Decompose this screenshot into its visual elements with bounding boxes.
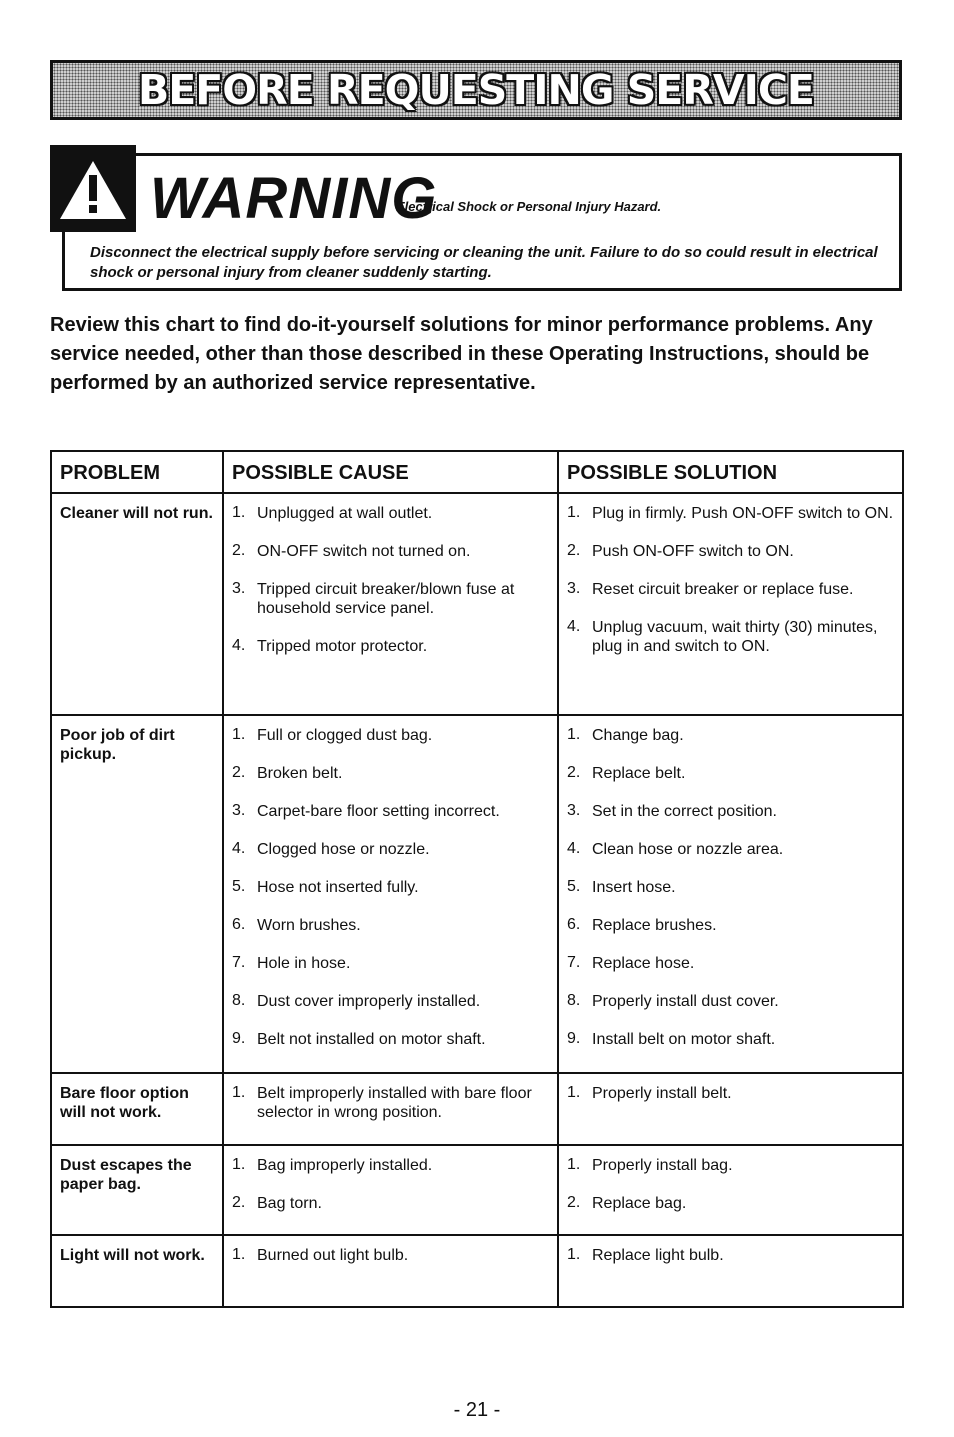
item-number: 1.	[232, 504, 246, 521]
cause-cell	[223, 1235, 558, 1307]
item-text: Bag torn.	[257, 1195, 322, 1212]
solution-item	[567, 840, 894, 859]
solution-item	[567, 1156, 894, 1175]
item-number: 1.	[567, 1246, 581, 1263]
solution-item	[567, 916, 894, 935]
item-text: Worn brushes.	[257, 917, 361, 934]
cause-item	[232, 1084, 549, 1122]
item-number: 9.	[567, 1030, 581, 1047]
cause-cell	[223, 493, 558, 715]
item-number: 7.	[567, 954, 581, 971]
item-text: Properly install dust cover.	[592, 993, 779, 1010]
item-number: 3.	[567, 802, 581, 819]
solution-item	[567, 542, 894, 561]
solution-cell	[558, 493, 903, 715]
item-text: Tripped motor protector.	[257, 638, 428, 655]
item-number: 1.	[232, 1084, 246, 1101]
item-text: Properly install belt.	[592, 1085, 732, 1102]
section-banner	[50, 60, 902, 120]
item-number: 3.	[232, 580, 246, 597]
item-text: Push ON-OFF switch to ON.	[592, 543, 794, 560]
item-text: Hole in hose.	[257, 955, 351, 972]
cause-item	[232, 1194, 549, 1213]
solution-item	[567, 764, 894, 783]
cause-item	[232, 726, 549, 745]
item-number: 7.	[232, 954, 246, 971]
problem-text: Bare floor option will not work.	[60, 1085, 189, 1121]
item-text: Full or clogged dust bag.	[257, 727, 433, 744]
cause-cell	[223, 1145, 558, 1235]
solution-item	[567, 1246, 894, 1265]
cause-item	[232, 542, 549, 561]
solution-item	[567, 878, 894, 897]
item-number: 6.	[232, 916, 246, 933]
solution-item	[567, 504, 894, 523]
cause-item	[232, 1246, 549, 1265]
banner-title: BEFORE REQUESTING SERVICE	[138, 66, 814, 114]
item-text: Hose not inserted fully.	[257, 879, 419, 896]
table-row	[51, 1235, 903, 1307]
item-number: 1.	[567, 504, 581, 521]
problem-cell	[51, 1073, 223, 1145]
table-row	[51, 1073, 903, 1145]
solution-cell	[558, 1145, 903, 1235]
item-number: 2.	[567, 1194, 581, 1211]
header-possible-solution: POSSIBLE SOLUTION	[558, 451, 903, 493]
item-text: Carpet-bare floor setting incorrect.	[257, 803, 500, 820]
problem-text: Cleaner will not run.	[60, 505, 213, 522]
warning-heading: WARNING	[150, 166, 438, 231]
item-text: Replace hose.	[592, 955, 695, 972]
problem-text: Dust escapes the paper bag.	[60, 1157, 192, 1193]
table-header-row	[51, 451, 903, 493]
solution-item	[567, 954, 894, 973]
intro-paragraph: Review this chart to find do-it-yourself solutions for minor performance problems. Any service needed, other than those described in these Operating Instructions, should be performed by an authorized service representative.	[50, 314, 873, 394]
item-number: 5.	[232, 878, 246, 895]
cause-item	[232, 802, 549, 821]
item-text: Set in the correct position.	[592, 803, 777, 820]
item-number: 3.	[567, 580, 581, 597]
warning-text: Disconnect the electrical supply before servicing or cleaning the unit. Failure to do so could result in electrical shock or personal injury from cleaner suddenly starting.	[90, 244, 878, 281]
item-text: Bag improperly installed.	[257, 1157, 433, 1174]
item-number: 2.	[232, 764, 246, 781]
item-number: 4.	[232, 637, 246, 654]
solution-item	[567, 1030, 894, 1049]
cause-item	[232, 764, 549, 783]
item-text: Broken belt.	[257, 765, 343, 782]
problem-cell	[51, 493, 223, 715]
solution-item	[567, 992, 894, 1011]
problem-cell	[51, 1235, 223, 1307]
cause-item	[232, 992, 549, 1011]
header-possible-cause: POSSIBLE CAUSE	[223, 451, 558, 493]
item-text: Tripped circuit breaker/blown fuse at household service panel.	[257, 581, 515, 617]
item-number: 2.	[232, 1194, 246, 1211]
item-text: Dust cover improperly installed.	[257, 993, 481, 1010]
problem-text: Light will not work.	[60, 1247, 205, 1264]
item-text: Belt not installed on motor shaft.	[257, 1031, 486, 1048]
item-text: Plug in firmly. Push ON-OFF switch to ON.	[592, 505, 894, 522]
page-number: - 21 -	[453, 1399, 501, 1421]
item-text: Replace light bulb.	[592, 1247, 724, 1264]
item-text: Replace brushes.	[592, 917, 717, 934]
solution-cell	[558, 715, 903, 1073]
item-number: 9.	[232, 1030, 246, 1047]
cause-item	[232, 580, 549, 618]
item-text: Replace bag.	[592, 1195, 687, 1212]
item-number: 1.	[232, 1156, 246, 1173]
warning-subtitle: Electrical Shock or Personal Injury Hazard.	[396, 199, 662, 214]
table-row	[51, 493, 903, 715]
header-problem: PROBLEM	[51, 451, 223, 493]
item-number: 1.	[567, 1156, 581, 1173]
cause-item	[232, 840, 549, 859]
problem-cell	[51, 1145, 223, 1235]
item-number: 4.	[567, 618, 581, 635]
item-number: 1.	[232, 726, 246, 743]
solution-item	[567, 802, 894, 821]
item-text: Unplugged at wall outlet.	[257, 505, 433, 522]
item-number: 2.	[232, 542, 246, 559]
item-text: Burned out light bulb.	[257, 1247, 409, 1264]
item-number: 2.	[567, 764, 581, 781]
item-text: Belt improperly installed with bare floor selector in wrong position.	[257, 1085, 532, 1121]
cause-item	[232, 954, 549, 973]
troubleshooting-table	[50, 450, 904, 1308]
warning-triangle-icon	[58, 159, 128, 221]
solution-item	[567, 580, 894, 599]
cause-item	[232, 1030, 549, 1049]
warning-tab	[50, 145, 136, 232]
item-text: Properly install bag.	[592, 1157, 733, 1174]
solution-item	[567, 726, 894, 745]
problem-text: Poor job of dirt pickup.	[60, 727, 175, 763]
solution-item	[567, 1194, 894, 1213]
item-number: 4.	[567, 840, 581, 857]
problem-cell	[51, 715, 223, 1073]
cause-item	[232, 878, 549, 897]
item-text: Replace belt.	[592, 765, 686, 782]
cause-item	[232, 1156, 549, 1175]
item-text: Clogged hose or nozzle.	[257, 841, 430, 858]
item-text: ON-OFF switch not turned on.	[257, 543, 471, 560]
item-number: 1.	[232, 1246, 246, 1263]
item-text: Reset circuit breaker or replace fuse.	[592, 581, 854, 598]
solution-cell	[558, 1235, 903, 1307]
item-number: 1.	[567, 726, 581, 743]
item-text: Unplug vacuum, wait thirty (30) minutes, plug in and switch to ON.	[592, 619, 878, 655]
item-number: 6.	[567, 916, 581, 933]
item-number: 3.	[232, 802, 246, 819]
item-text: Install belt on motor shaft.	[592, 1031, 776, 1048]
cause-cell	[223, 1073, 558, 1145]
item-text: Clean hose or nozzle area.	[592, 841, 784, 858]
item-text: Change bag.	[592, 727, 684, 744]
cause-item	[232, 637, 549, 656]
item-number: 5.	[567, 878, 581, 895]
item-number: 1.	[567, 1084, 581, 1101]
table-row	[51, 715, 903, 1073]
cause-item	[232, 916, 549, 935]
table-row	[51, 1145, 903, 1235]
item-number: 8.	[567, 992, 581, 1009]
solution-item	[567, 1084, 894, 1103]
item-number: 2.	[567, 542, 581, 559]
item-number: 8.	[232, 992, 246, 1009]
cause-cell	[223, 715, 558, 1073]
item-text: Insert hose.	[592, 879, 676, 896]
cause-item	[232, 504, 549, 523]
item-number: 4.	[232, 840, 246, 857]
solution-item	[567, 618, 894, 656]
solution-cell	[558, 1073, 903, 1145]
